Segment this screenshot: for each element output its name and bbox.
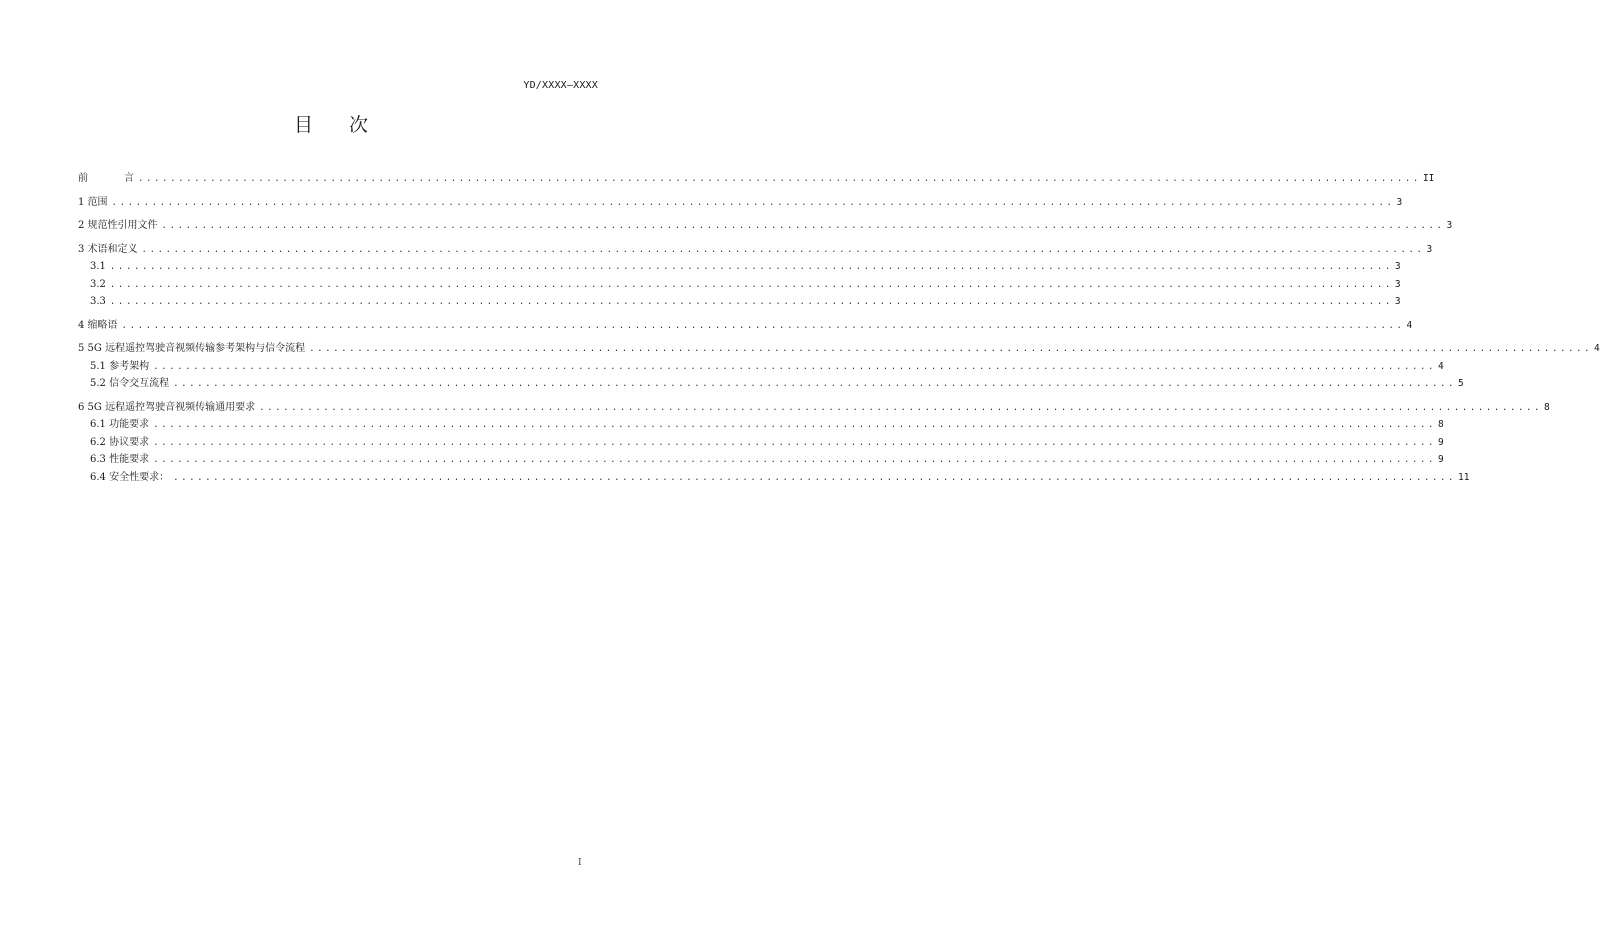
- dot-leader: ................................................................................................................................................................: [109, 279, 1393, 290]
- toc-entry-terms-definitions[interactable]: [78, 241, 1433, 259]
- toc-entry-6-4[interactable]: [78, 469, 1470, 487]
- toc-entry-abbreviations[interactable]: [78, 317, 1413, 335]
- page-number: I: [578, 858, 582, 868]
- toc-entry-scope[interactable]: [78, 194, 1403, 212]
- toc-entry-label: 6.4 安全性要求：: [90, 471, 170, 483]
- toc-entry-6-3[interactable]: [78, 451, 1444, 469]
- toc-entry-6-2[interactable]: [78, 434, 1444, 452]
- toc-entry-foreword[interactable]: [78, 170, 1435, 188]
- toc-entry-normative-references[interactable]: [78, 217, 1453, 235]
- toc-entry-page: 3: [1394, 261, 1401, 272]
- toc-entry-label: 3 术语和定义: [78, 243, 138, 255]
- toc-entry-page: 4: [1438, 360, 1444, 372]
- toc-entry-5-2[interactable]: [78, 375, 1464, 393]
- toc-entry-page: 3: [1394, 278, 1401, 290]
- toc-entry-label: 5.1 参考架构: [90, 360, 150, 372]
- toc-entry-3-1[interactable]: [78, 258, 1401, 276]
- dot-leader: ................................................................................................................................................................: [153, 420, 1437, 430]
- toc-heading-char-2: 次: [349, 114, 369, 136]
- toc-entry-page: 8: [1438, 419, 1444, 430]
- toc-entry-label: 3.3: [90, 296, 106, 307]
- dot-leader: ................................................................................................................................................................: [153, 437, 1437, 448]
- toc-entry-page: 8: [1544, 401, 1550, 413]
- table-of-contents: [78, 170, 1600, 486]
- toc-entry-label: 4 缩略语: [78, 319, 118, 331]
- toc-entry-5-1[interactable]: [78, 358, 1444, 376]
- document-code: YD/XXXX—XXXX: [523, 80, 598, 91]
- dot-leader: ................................................................................................................................................................: [309, 344, 1593, 354]
- toc-entry-page: II: [1422, 173, 1435, 184]
- dot-leader: ................................................................................................................................................................: [259, 402, 1543, 413]
- toc-entry-label: 6.2 协议要求: [90, 436, 150, 448]
- dot-leader: ................................................................................................................................................................: [153, 361, 1437, 372]
- toc-entry-3-3[interactable]: [78, 293, 1401, 311]
- dot-leader: ................................................................................................................................................................: [141, 244, 1425, 255]
- dot-leader: ................................................................................................................................................................: [161, 221, 1445, 231]
- dot-leader: ................................................................................................................................................................: [121, 320, 1405, 331]
- toc-entry-label: 6.3 性能要求: [90, 454, 150, 465]
- toc-entry-label: 前 言: [78, 173, 134, 184]
- dot-leader: ................................................................................................................................................................: [109, 262, 1393, 272]
- toc-entry-label: 1 范围: [78, 196, 108, 208]
- toc-entry-label: 5.2 信令交互流程: [90, 378, 170, 389]
- toc-heading: [0, 110, 662, 137]
- toc-entry-page: 5: [1458, 378, 1464, 389]
- dot-leader: ................................................................................................................................................................: [109, 297, 1393, 307]
- toc-entry-label: 3.1: [90, 261, 106, 272]
- toc-entry-page: 4: [1406, 319, 1413, 331]
- dot-leader: ................................................................................................................................................................: [153, 455, 1437, 465]
- dot-leader: ................................................................................................................................................................: [111, 197, 1395, 208]
- toc-entry-6-1[interactable]: [78, 416, 1444, 434]
- toc-entry-page: 4: [1594, 343, 1600, 354]
- toc-entry-label: 6 5G 远程遥控驾驶音视频传输通用要求: [78, 401, 256, 413]
- toc-entry-page: 3: [1394, 296, 1401, 307]
- toc-entry-label: 5 5G 远程遥控驾驶音视频传输参考架构与信令流程: [78, 343, 306, 354]
- toc-entry-page: 3: [1426, 243, 1433, 255]
- toc-entry-page: 9: [1438, 454, 1444, 465]
- toc-entry-label: 6.1 功能要求: [90, 419, 150, 430]
- toc-entry-page: 11: [1458, 471, 1470, 483]
- dot-leader: ................................................................................................................................................................: [138, 174, 1421, 184]
- toc-entry-3-2[interactable]: [78, 276, 1401, 294]
- toc-entry-architecture-signaling[interactable]: [78, 340, 1600, 358]
- toc-entry-label: 2 规范性引用文件: [78, 220, 158, 231]
- dot-leader: ................................................................................................................................................................: [173, 379, 1457, 389]
- toc-entry-page: 3: [1396, 196, 1403, 208]
- toc-entry-page: 3: [1446, 220, 1453, 231]
- toc-entry-page: 9: [1438, 436, 1444, 448]
- dot-leader: ................................................................................................................................................................: [173, 472, 1457, 483]
- toc-entry-label: 3.2: [90, 278, 106, 290]
- toc-heading-char-1: 目: [293, 114, 313, 136]
- toc-entry-general-requirements[interactable]: [78, 399, 1550, 417]
